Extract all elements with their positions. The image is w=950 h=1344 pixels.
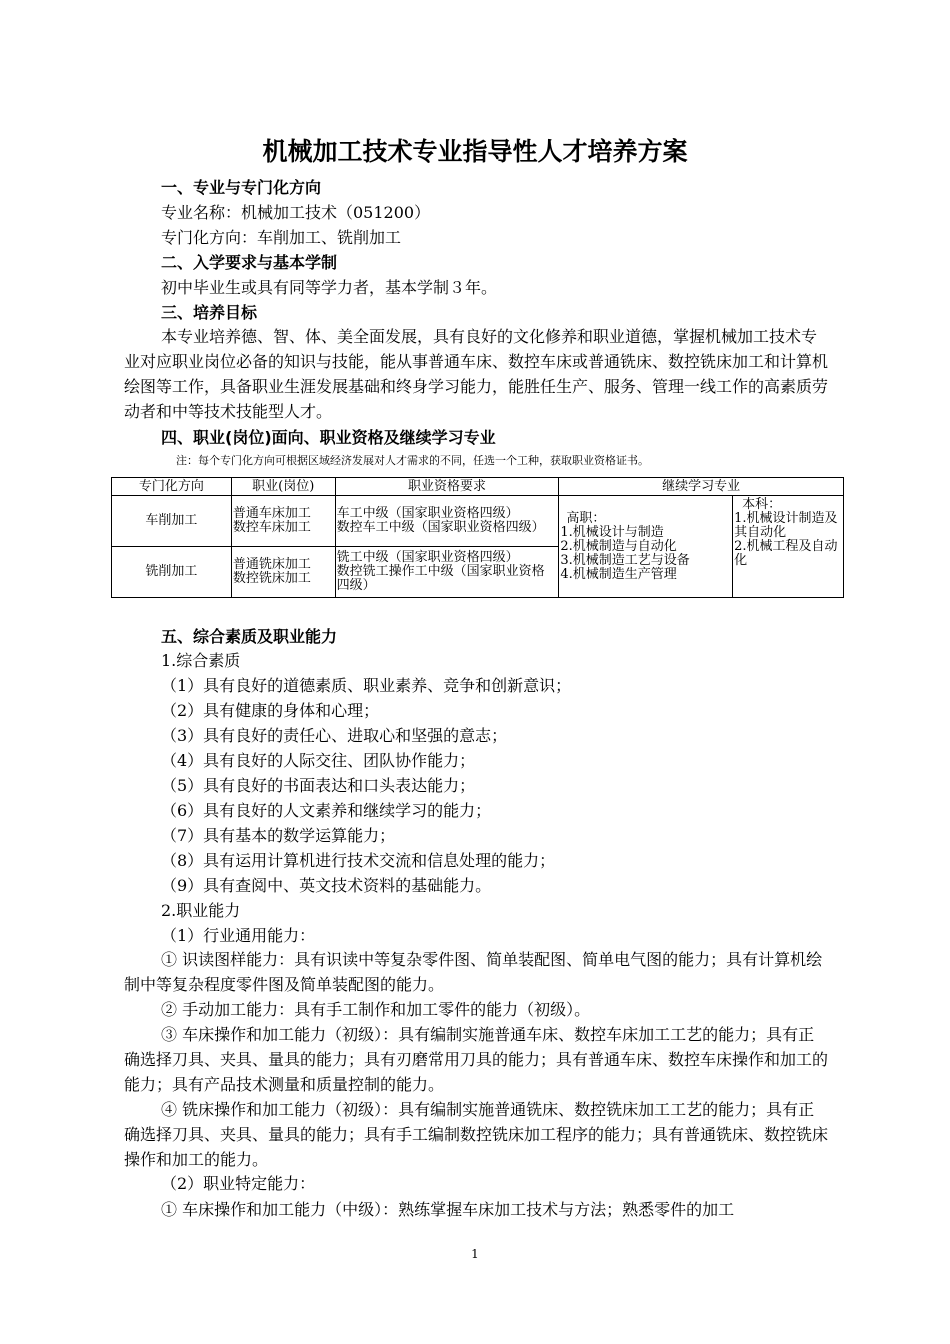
qualification-item: 数控铣工操作工中级（国家职业资格四级）	[336, 564, 545, 593]
quality-item: （8）具有运用计算机进行技术交流和信息处理的能力；	[161, 851, 556, 870]
quality-item: （5）具有良好的书面表达和口头表达能力；	[161, 776, 476, 795]
quality-item: （4）具有良好的人际交往、团队协作能力；	[161, 751, 476, 770]
col-header-job: 职业(岗位)	[231, 478, 335, 496]
cell-jobs	[231, 496, 335, 547]
qualification-item: 铣工中级（国家职业资格四级）	[336, 550, 519, 565]
qualification-item: 数控车工中级（国家职业资格四级）	[336, 520, 545, 535]
cell-bachelor	[733, 496, 844, 598]
job-item: 数控车床加工	[232, 520, 311, 535]
ability-item: ① 识读图样能力：具有识读中等复杂零件图、简单装配图、简单电气图的能力；具有计算机绘制中等复杂程度零件图及简单装配图的能力。	[124, 950, 823, 994]
section-4-heading: 四、职业(岗位)面向、职业资格及继续学习专业	[161, 428, 496, 447]
quality-item: （9）具有查阅中、英文技术资料的基础能力。	[161, 876, 492, 895]
col-header-direction: 专门化方向	[112, 478, 232, 496]
study-item: 1.机械设计制造及其自动化	[734, 511, 838, 540]
higher-vocational-label: 高职：	[566, 510, 606, 526]
subsection-2-heading: 2.职业能力	[161, 901, 241, 920]
cell-direction: 车削加工	[112, 496, 232, 547]
page-number: 1	[471, 1247, 479, 1261]
job-item: 普通车床加工	[232, 506, 311, 521]
specific-ability-heading: （2）职业特定能力：	[161, 1174, 316, 1193]
study-item: 4.机械制造生产管理	[560, 566, 677, 582]
section-5-heading: 五、综合素质及职业能力	[161, 627, 338, 646]
cell-higher-vocational	[559, 496, 733, 598]
ability-item: ② 手动加工能力：具有手工制作和加工零件的能力（初级）。	[161, 1000, 591, 1019]
qualification-item: 车工中级（国家职业资格四级）	[336, 506, 519, 521]
quality-item: （6）具有良好的人文素养和继续学习的能力；	[161, 801, 492, 820]
quality-item: （2）具有健康的身体和心理；	[161, 701, 380, 720]
cell-direction: 铣削加工	[112, 547, 232, 598]
section-2-heading: 二、入学要求与基本学制	[161, 253, 338, 272]
cell-qualifications	[335, 547, 559, 598]
study-item: 1.机械设计与制造	[560, 524, 664, 540]
study-item: 2.机械工程及自动化	[734, 539, 838, 568]
section-3-heading: 三、培养目标	[161, 303, 258, 322]
ability-item: ① 车床操作和加工能力（中级）：熟练掌握车床加工技术与方法；熟悉零件的加工	[161, 1200, 735, 1219]
table-note: 注：每个专门化方向可根据区域经济发展对人才需求的不同，任选一个工种，获取职业资格证书。	[176, 454, 649, 467]
col-header-further-study: 继续学习专业	[559, 478, 844, 496]
table-row	[112, 496, 844, 547]
document-title: 机械加工技术专业指导性人才培养方案	[262, 137, 688, 166]
specialization-direction: 专门化方向：车削加工、铣削加工	[161, 228, 402, 247]
major-name: 专业名称：机械加工技术（051200）	[161, 203, 431, 222]
cell-jobs	[231, 547, 335, 598]
career-qualification-table	[111, 477, 844, 598]
quality-item: （1）具有良好的道德素质、职业素养、竞争和创新意识；	[161, 676, 572, 695]
training-goal-text: 本专业培养德、智、体、美全面发展，具有良好的文化修养和职业道德，掌握机械加工技术专业对应职业岗位必备的知识与技能，能从事普通车床、数控车床或普通铣床、数控铣床加工和计算机绘图等工作，具备职业生涯发展基础和终身学习能力，能胜任生产、服务、管理一线工作的高素质劳动者和中等技术技能型人才。	[124, 327, 829, 421]
admission-text: 初中毕业生或具有同等学力者，基本学制３年。	[161, 278, 498, 297]
general-ability-heading: （1）行业通用能力：	[161, 926, 316, 945]
job-item: 数控铣床加工	[232, 571, 311, 586]
subsection-1-heading: 1.综合素质	[161, 651, 241, 670]
ability-item: ③ 车床操作和加工能力（初级）：具有编制实施普通车床、数控车床加工工艺的能力；具有正确选择刀具、夹具、量具的能力；具有刃磨常用刀具的能力；具有普通车床、数控车床操作和加工的能力；具有产品技术测量和质量控制的能力。	[124, 1025, 829, 1094]
cell-qualifications	[335, 496, 559, 547]
job-item: 普通铣床加工	[232, 557, 311, 572]
section-1-heading: 一、专业与专门化方向	[161, 178, 322, 197]
study-item: 3.机械制造工艺与设备	[560, 552, 690, 568]
table-header-row	[112, 478, 844, 496]
ability-item: ④ 铣床操作和加工能力（初级）：具有编制实施普通铣床、数控铣床加工工艺的能力；具有正确选择刀具、夹具、量具的能力；具有手工编制数控铣床加工程序的能力；具有普通铣床、数控铣床操作和加工的能力。	[124, 1100, 829, 1169]
quality-item: （3）具有良好的责任心、进取心和坚强的意志；	[161, 726, 508, 745]
col-header-qualification: 职业资格要求	[335, 478, 559, 496]
bachelor-label: 本科：	[742, 497, 782, 512]
study-item: 2.机械制造与自动化	[560, 538, 677, 554]
quality-item: （7）具有基本的数学运算能力；	[161, 826, 396, 845]
